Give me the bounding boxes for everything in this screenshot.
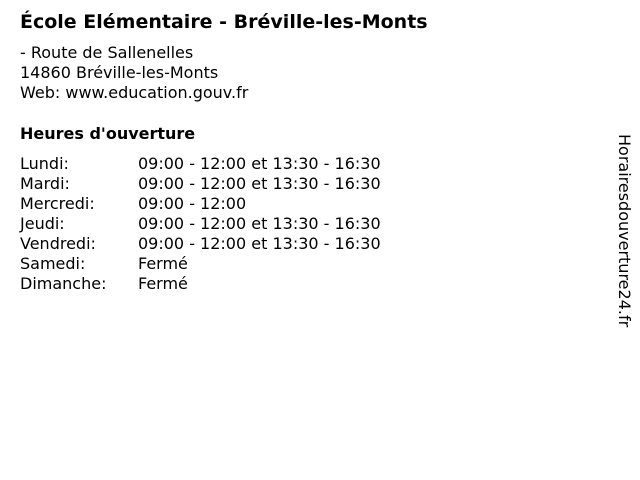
address-block — [20, 43, 248, 103]
day-label: Lundi: — [20, 154, 69, 173]
page-title: École Elémentaire - Bréville-les-Monts — [20, 11, 428, 33]
day-label: Mardi: — [20, 174, 70, 193]
time-value: 09:00 - 12:00 et 13:30 - 16:30 — [138, 214, 381, 233]
time-value: Fermé — [138, 254, 188, 273]
time-value: 09:00 - 12:00 et 13:30 - 16:30 — [138, 154, 381, 173]
time-value: 09:00 - 12:00 et 13:30 - 16:30 — [138, 174, 381, 193]
opening-hours-heading: Heures d'ouverture — [20, 124, 196, 143]
day-label: Samedi: — [20, 254, 86, 273]
day-label: Jeudi: — [20, 214, 65, 233]
side-brand-watermark — [612, 134, 636, 374]
address-city: 14860 Bréville-les-Monts — [20, 63, 219, 82]
website-text: Web: www.education.gouv.fr — [20, 83, 249, 102]
day-label: Dimanche: — [20, 274, 107, 293]
time-value: Fermé — [138, 274, 188, 293]
day-label: Vendredi: — [20, 234, 96, 253]
address-street: - Route de Sallenelles — [20, 43, 194, 62]
time-value: 09:00 - 12:00 — [138, 194, 247, 213]
day-label: Mercredi: — [20, 194, 95, 213]
side-brand-text: Horairesdouverture24.fr — [615, 134, 634, 328]
time-value: 09:00 - 12:00 et 13:30 - 16:30 — [138, 234, 381, 253]
